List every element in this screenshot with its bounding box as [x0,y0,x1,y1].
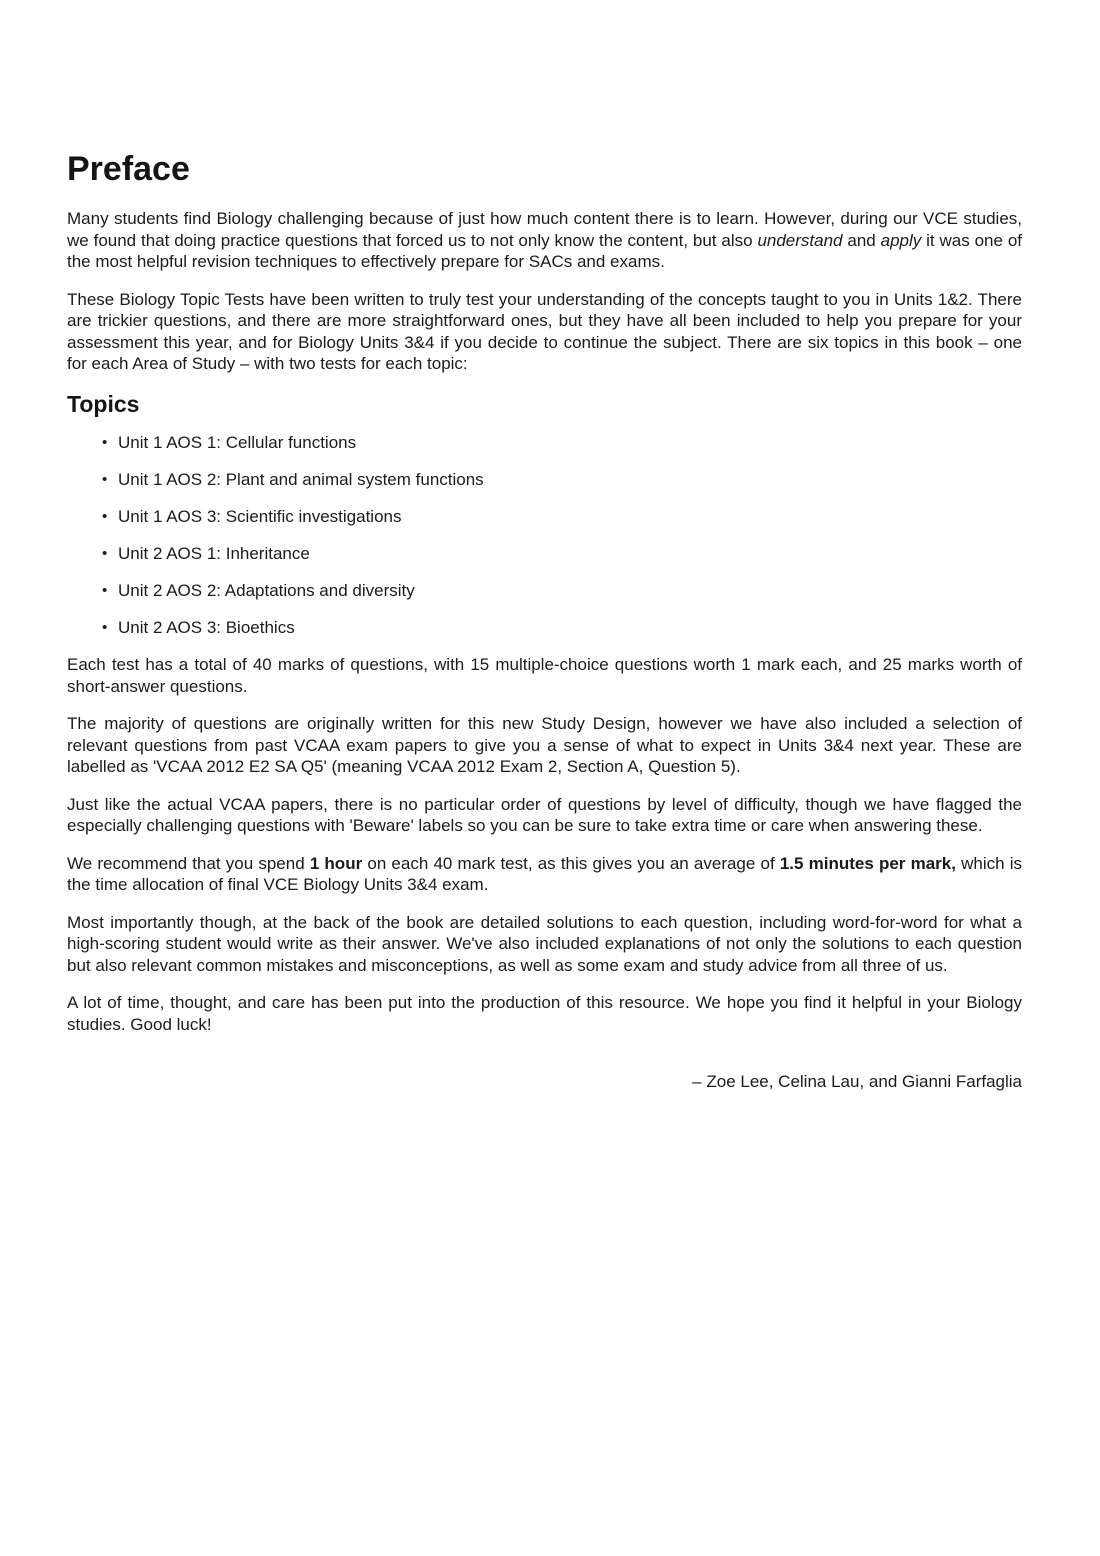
paragraph-tests-written [67,289,1022,375]
text-run: and [842,230,881,250]
text-run: which is the time allocation of final VCE Biology Units 3&4 exam. [67,853,1023,895]
text-run: A lot of time, thought, and care has been put into the production of this resource. We hope you find it helpful in your Biology studies. Good luck! [67,993,1022,1034]
text-run: on each 40 mark test, as this gives you an average of [362,853,780,873]
paragraph-intro [67,208,1022,273]
paragraph-recommend [67,853,1022,896]
text-run: We recommend that you spend [67,853,310,873]
text-run: Each test has a total of 40 marks of questions, with 15 multiple-choice questions worth 1 mark each, and 25 marks worth of short-answer questions. [67,655,1022,696]
text-run: Just like the actual VCAA papers, there is no particular order of questions by level of difficulty, though we have flagged the especially challenging questions with 'Beware' labels so you can be sure to take extra time or care when answering these. [67,794,1022,836]
paragraph-majority [67,713,1022,778]
text-run: Most importantly though, at the back of the book are detailed solutions to each question, including word-for-word for what a high-scoring student would write as their answer. We've also included explanations of not only the solutions to each question but also relevant common mistakes and misconceptions, as well as some exam and study advice from all three of us. [67,912,1022,975]
italic-text-run: apply [880,230,922,250]
text-run: it was one of the most helpful revision techniques to effectively prepare for SACs and exams. [67,230,1023,272]
text-run: Many students find Biology challenging because of just how much content there is to learn. However, during our VCE studies, we found that doing practice questions that forced us to not only know the content, but also [67,209,1022,250]
paragraph-marks [67,654,1022,697]
topic-item: • Unit 2 AOS 1: Inheritance [67,543,1022,564]
text-run: These Biology Topic Tests have been written to truly test your understanding of the concepts taught to you in Units 1&2. There are trickier questions, and there are more straightforward ones, but they have all been included to help you prepare for your assessment this year, and for Biology Units 3&4 if you decide to continue the subject. There are six topics in this book – one for each Area of Study – with two tests for each topic: [67,289,1022,374]
paragraph-order [67,794,1022,837]
paragraph-solutions [67,912,1022,977]
bold-text-run: 1 hour [309,853,363,873]
paragraph-closing [67,992,1022,1035]
bold-text-run: 1.5 minutes per mark, [779,853,956,873]
italic-text-run: understand [757,230,843,250]
topics-heading: Topics [67,390,140,417]
topics-list [67,432,1022,638]
topic-item: • Unit 1 AOS 2: Plant and animal system functions [67,469,1022,490]
topic-item: • Unit 1 AOS 3: Scientific investigations [67,506,1022,527]
signature-line: – Zoe Lee, Celina Lau, and Gianni Farfaglia [692,1072,1022,1092]
topic-item: • Unit 2 AOS 2: Adaptations and diversity [67,580,1022,601]
page-title: Preface [67,150,190,188]
topic-item: • Unit 1 AOS 1: Cellular functions [67,432,1022,453]
topic-item: • Unit 2 AOS 3: Bioethics [67,617,1022,638]
text-run: The majority of questions are originally written for this new Study Design, however we have also included a selection of relevant questions from past VCAA exam papers to give you a sense of what to expect in Units 3&4 next year. These are labelled as 'VCAA 2012 E2 SA Q5' (meaning VCAA 2012 Exam 2, Section A, Question 5). [67,714,1022,777]
